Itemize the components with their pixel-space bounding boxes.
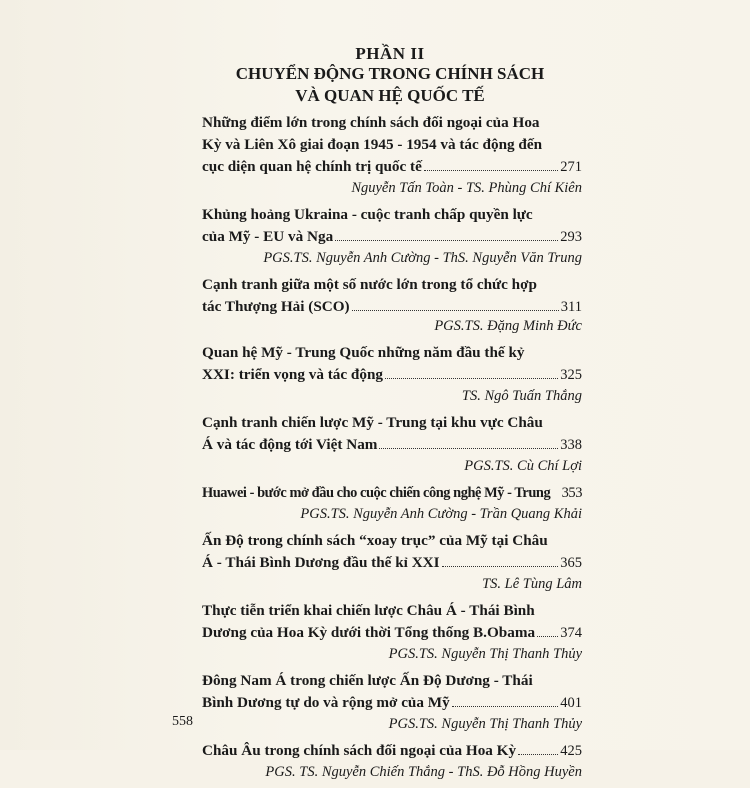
toc-entry-author: Nguyễn Tấn Toàn - TS. Phùng Chí Kiên [351,180,582,196]
toc-entry-title-line [202,364,582,386]
dot-leader [537,636,558,637]
toc-entry-title: Cạnh tranh chiến lược Mỹ - Trung tại khu vực Châu [202,414,543,431]
toc-page-number: 425 [560,743,582,759]
toc-entry-title-line [202,156,582,178]
toc-entry [202,342,582,406]
toc-entry [202,530,582,594]
section-title-line-2: VÀ QUAN HỆ QUỐC TẾ [295,86,485,105]
toc-entry-title: Thực tiễn triển khai chiến lược Châu Á - Thái Bình [202,602,535,619]
toc-entry-title-line [202,434,582,456]
page-number: 558 [172,714,193,729]
toc-entry-author: PGS.TS. Nguyễn Anh Cường - ThS. Nguyễn Văn Trung [263,250,582,266]
dot-leader [385,378,558,379]
toc-entry-title: của Mỹ - EU và Nga [202,228,334,245]
toc-entry-title: Những điểm lớn trong chính sách đối ngoại của Hoa [202,114,540,131]
toc-entry [202,412,582,476]
section-title-line-1: CHUYỂN ĐỘNG TRONG CHÍNH SÁCH [235,64,545,83]
toc-entry-title-line [202,552,582,574]
toc-entry-title: Cạnh tranh giữa một số nước lớn trong tổ chức hợp [202,276,537,293]
toc-entry-author: PGS.TS. Đặng Minh Đức [434,318,582,334]
toc-entry-author: PGS. TS. Nguyễn Chiến Thắng - ThS. Đỗ Hồng Huyền [265,764,582,780]
toc-page-number: 365 [560,555,582,571]
toc-entry [202,600,582,664]
toc-entry [202,670,582,734]
toc-entry-title: XXI: triển vọng và tác động [202,366,383,383]
toc-entry-title: Ấn Độ trong chính sách “xoay trục” của Mỹ tại Châu [202,532,548,549]
toc-entry-author: PGS.TS. Nguyễn Thị Thanh Thủy [388,716,582,732]
toc-entry [202,112,582,198]
toc-entry-author: TS. Ngô Tuấn Thắng [461,388,582,404]
toc-entry-title-line [202,530,582,552]
toc-entry-title: Kỳ và Liên Xô giai đoạn 1945 - 1954 và tác động đến [202,136,543,153]
toc-page-number: 271 [560,159,582,175]
toc-page-number: 353 [561,485,582,501]
toc-entry-title-line [202,296,582,318]
toc-page-number: 338 [560,437,582,453]
toc-entry-title-line [202,740,582,762]
toc-entry-title: Dương của Hoa Kỳ dưới thời Tổng thống B.Obama [202,624,536,641]
toc-entry-title: Đông Nam Á trong chiến lược Ấn Độ Dương - Thái [202,672,533,689]
toc-entry-title-line [202,622,582,644]
part-heading: PHẦN II [355,44,425,63]
dot-leader [424,170,558,171]
dot-leader [452,706,559,707]
toc-entry-title-line [202,134,582,156]
toc-entry-title-line [202,112,582,134]
dot-leader [518,754,558,755]
toc-entry-title-line [202,226,582,248]
toc-entry [202,482,582,524]
toc-entry-title-line [202,342,582,364]
toc-entry [202,204,582,268]
toc-page-number: 401 [560,695,582,711]
toc-entry [202,740,582,782]
dot-leader [352,310,559,311]
toc-entry-author: TS. Lê Tùng Lâm [482,576,582,592]
toc-entry-title: Huawei - bước mở đầu cho cuộc chiến công nghệ Mỹ - Trung [202,485,551,501]
toc-entry-author: PGS.TS. Cù Chí Lợi [464,458,582,474]
toc-entry-title-line [202,692,582,714]
toc-entry-title-line [202,274,582,296]
dot-leader [335,240,558,241]
toc-entry-title: Bình Dương tự do và rộng mở của Mỹ [202,694,450,711]
toc-page-number: 374 [560,625,582,641]
dot-leader [379,448,558,449]
toc-entry-title: Á và tác động tới Việt Nam [202,436,378,453]
table-of-contents [202,112,582,788]
toc-page-number: 311 [560,299,582,315]
toc-page-number: 325 [560,367,582,383]
dot-leader [442,566,559,567]
toc-page-number: 293 [560,229,582,245]
toc-entry-title-line [202,600,582,622]
toc-entry-title-line [202,204,582,226]
toc-entry [202,274,582,336]
toc-entry-author: PGS.TS. Nguyễn Anh Cường - Trần Quang Khải [300,506,582,522]
toc-entry-title: Á - Thái Bình Dương đầu thế kỉ XXI [202,554,440,571]
toc-entry-title: tác Thượng Hải (SCO) [202,298,350,315]
toc-entry-title: Châu Âu trong chính sách đối ngoại của Hoa Kỳ [202,742,517,759]
toc-entry-title: Quan hệ Mỹ - Trung Quốc những năm đầu thế kỷ [202,344,525,361]
toc-entry-title: cục diện quan hệ chính trị quốc tế [202,158,422,175]
toc-entry-title-line [202,670,582,692]
toc-entry-title-line [202,482,582,504]
toc-entry-title-line [202,412,582,434]
toc-entry-author: PGS.TS. Nguyễn Thị Thanh Thủy [388,646,582,662]
toc-entry-title: Khủng hoảng Ukraina - cuộc tranh chấp quyền lực [202,206,533,223]
